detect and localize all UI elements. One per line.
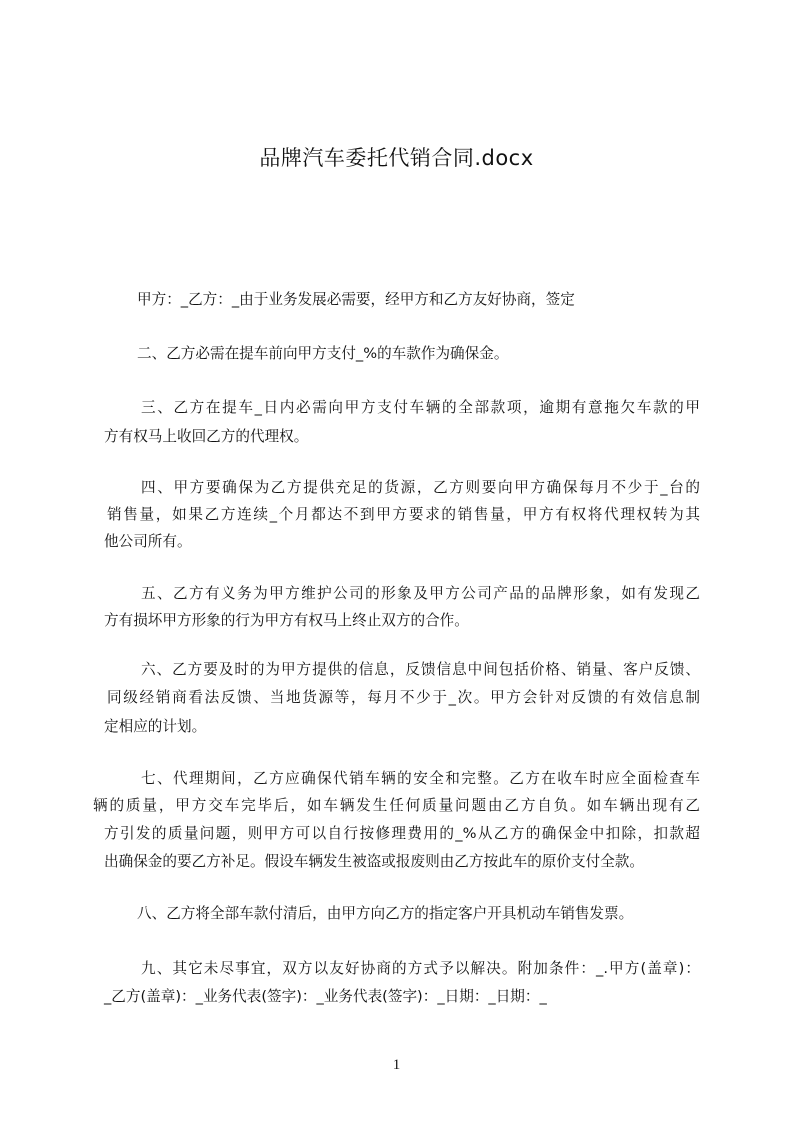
paragraph-line: 四、甲方要确保为乙方提供充足的货源，乙方则要向甲方确保每月不少于_台的 — [141, 479, 700, 496]
paragraph-line: 甲方：_乙方：_由于业务发展必需要，经甲方和乙方友好协商，签定 — [137, 291, 575, 308]
paragraph-line: 方有损坏甲方形象的行为甲方有权马上终止双方的合作。 — [104, 612, 469, 629]
paragraph-line: 五、乙方有义务为甲方维护公司的形象及甲方公司产品的品牌形象，如有发现乙 — [141, 585, 700, 602]
paragraph-line: 六、乙方要及时的为甲方提供的信息，反馈信息中间包括价格、销量、客户反馈、 — [141, 661, 700, 678]
paragraph-line: 出确保金的要乙方补足。假设车辆发生被盗或报废则由乙方按此车的原价支付全款。 — [104, 853, 644, 870]
paragraph-line: 方引发的质量问题，则甲方可以自行按修理费用的_%从乙方的确保金中扣除，扣款超 — [104, 825, 700, 842]
paragraph-line: 三、乙方在提车_日内必需向甲方支付车辆的全部款项，逾期有意拖欠车款的甲 — [141, 399, 700, 416]
paragraph-line: 八、乙方将全部车款付清后，由甲方向乙方的指定客户开具机动车销售发票。 — [137, 905, 634, 922]
paragraph-line: 同级经销商看法反馈、当地货源等，每月不少于_次。甲方会针对反馈的有效信息制 — [107, 689, 700, 706]
paragraph-line: 九、其它未尽事宜，双方以友好协商的方式予以解决。附加条件：_.甲方(盖章)： — [141, 960, 700, 977]
paragraph-line: 七、代理期间，乙方应确保代销车辆的安全和完整。乙方在收车时应全面检查车 — [141, 770, 700, 787]
paragraph-line: 他公司所有。 — [104, 533, 192, 550]
paragraph-line: 辆的质量，甲方交车完毕后，如车辆发生任何质量问题由乙方自负。如车辆出现有乙 — [93, 797, 700, 814]
document-title: 品牌汽车委托代销合同.docx — [259, 146, 534, 170]
paragraph-line: 二、乙方必需在提车前向甲方支付_%的车款作为确保金。 — [137, 345, 509, 362]
page-number: 1 — [392, 1057, 401, 1073]
paragraph-line: 方有权马上收回乙方的代理权。 — [104, 428, 309, 445]
paragraph-line: 销售量，如果乙方连续_个月都达不到甲方要求的销售量，甲方有权将代理权转为其 — [107, 506, 700, 523]
paragraph-line: 定相应的计划。 — [104, 718, 207, 735]
paragraph-line: _乙方(盖章)：_业务代表(签字)：_业务代表(签字)：_日期：_日期：_ — [104, 988, 547, 1005]
